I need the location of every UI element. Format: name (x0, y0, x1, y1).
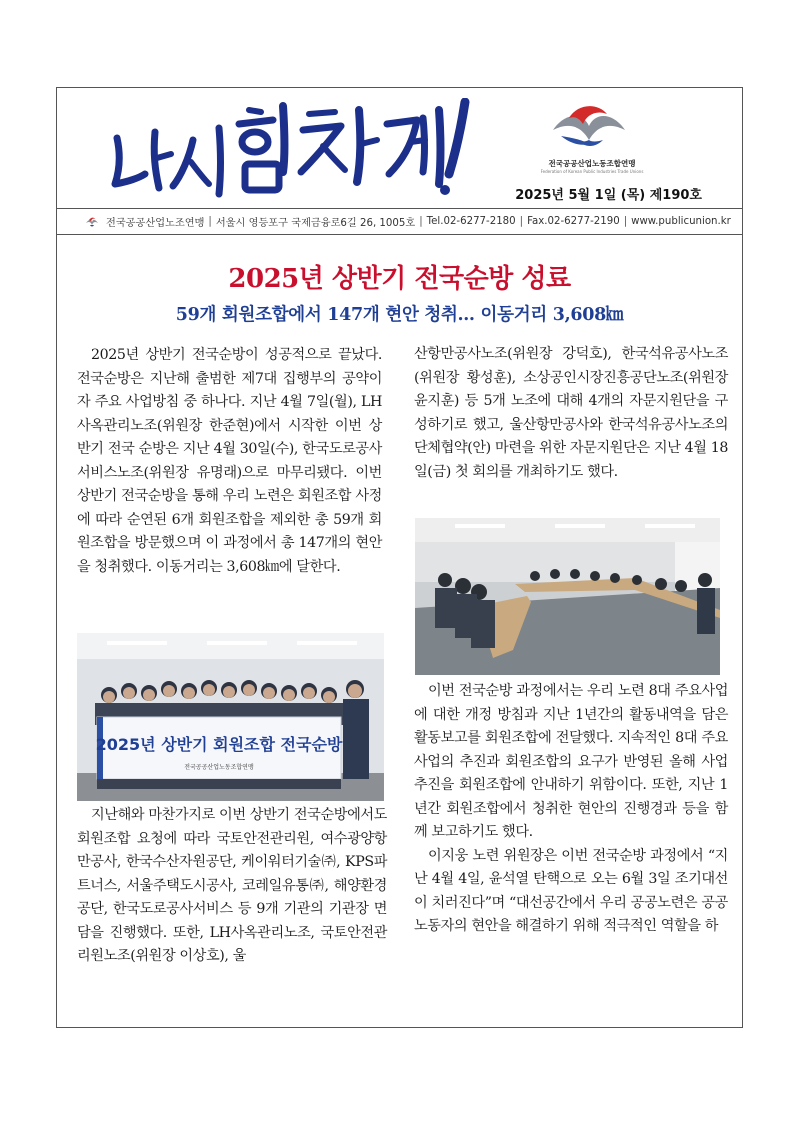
article-headline: 2025년 상반기 전국순방 성료 (228, 264, 571, 294)
info-tel: Tel.02-6277-2180 (426, 216, 516, 227)
article-paragraph: 지난해와 마찬가지로 이번 상반기 전국순방에서도 회원조합 요청에 따라 국토안전관리원, 여수광양항만공사, 한국수산자원공단, 케이워터기술㈜, KPS파트너스, 서울주택도시공사, 코레일유통㈜, 해양환경공단, 한국도로공사서비스 등 9개 기관의 기관장 면담을 진행했다. 또한, LH사옥관리노조, 국토안전관리원노조(위원장 이상호), 울 (77, 807, 387, 964)
meeting-photo (415, 518, 720, 675)
info-org-name: 전국공공산업노조연맹 (106, 218, 205, 229)
masthead-calligraphy-logo (105, 98, 475, 198)
banner-text: 2025년 상반기 회원조합 전국순방 (95, 735, 343, 754)
contact-info-bar (57, 208, 742, 235)
divider: | (519, 216, 524, 227)
article-column-left-bottom (77, 804, 387, 969)
article-paragraph: 산항만공사노조(위원장 강덕호), 한국석유공사노조(위원장 황성훈), 소상공인시장진흥공단노조(위원장 윤지훈) 등 5개 노조에 대해 4개의 자문지원단을 구성하기로 했고, 울산항만공사와 한국석유공사노조의 단체협약(안) 마련을 위한 자문지원단은 지난 4월 18일(금) 첫 회의를 개최하기도 했다. (414, 346, 728, 480)
article-column-right-bottom (414, 680, 728, 939)
union-emblem-icon (547, 100, 631, 152)
article-paragraph: 2025년 상반기 전국순방이 성공적으로 끝났다. 전국순방은 지난해 출범한 제7대 집행부의 공약이자 주요 사업방침 중 하나다. 지난 4월 7일(월), LH사옥관리노조(위원장 한준현)에서 시작한 이번 상반기 전국 순방은 지난 4월 30일(수), 한국도로공사서비스노조(위원장 유명래)으로 마무리됐다. 이번 상반기 전국순방을 통해 우리 노련은 회원조합 사정에 따라 순연된 6개 회원조합을 제외한 총 59개 회원조합을 방문했으며 이 과정에서 총 147개의 현안을 청취했다. 이동거리는 3,608㎞에 달한다. (77, 347, 382, 575)
article-column-right-top (414, 343, 728, 484)
info-website-link[interactable]: www.publicunion.kr (631, 216, 731, 227)
article-paragraph: 이번 전국순방 과정에서는 우리 노련 8대 주요사업에 대한 개정 방침과 지난 1년간의 활동내역을 담은 활동보고를 회원조합에 전달했다. 지속적인 8대 주요사업의 추진과 회원조합의 요구가 반영된 올해 사업 추진을 회원조합에 안내하기 위함이다. 또한, 지난 1년간 회원조합에서 청취한 현안의 진행경과 등을 함께 보고하기도 했다. (414, 683, 728, 840)
issue-date-number: 2025년 5월 1일 (목) 제190호 (515, 188, 702, 203)
divider: | (623, 216, 628, 227)
article-column-left-top (77, 344, 382, 579)
masthead (57, 88, 742, 208)
info-address: 서울시 영등포구 국제금융로6길 26, 1005호 (215, 218, 416, 229)
emblem-org-english-name: Federation of Korean Public Industries Trade Unions (540, 169, 644, 174)
info-fax: Fax.02-6277-2190 (527, 216, 620, 227)
banner-org: 전국공공산업노동조합연맹 (184, 764, 254, 771)
union-emblem-small-icon (85, 216, 99, 228)
divider: | (419, 216, 423, 227)
divider: | (208, 216, 212, 227)
article-paragraph: 이지웅 노련 위원장은 이번 전국순방 과정에서 “지난 4월 4일, 윤석열 탄핵으로 오는 6월 3일 조기대선이 치러진다”며 “대선공간에서 우리 공공노련은 공공노동자의 현안을 해결하기 위해 적극적인 역할을 하 (414, 847, 728, 934)
emblem-org-name: 전국공공산업노동조합연맹 (548, 159, 636, 168)
article-subheadline: 59개 회원조합에서 147개 현안 청취… 이동거리 3,608㎞ (175, 305, 624, 325)
group-photo (77, 633, 384, 801)
newsletter-page (56, 87, 743, 1028)
